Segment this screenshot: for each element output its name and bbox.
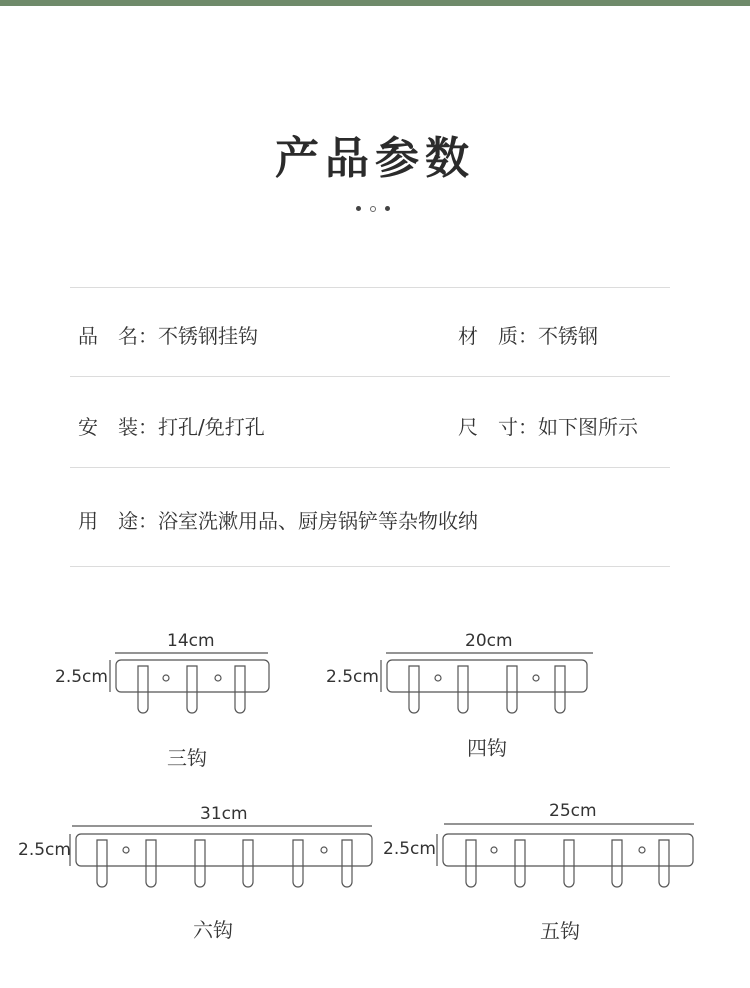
hook bbox=[293, 840, 303, 887]
hook bbox=[564, 840, 574, 887]
hook bbox=[243, 840, 253, 887]
six-hook-height-label: 2.5cm bbox=[18, 840, 71, 860]
screw-hole bbox=[215, 675, 221, 681]
three-hook-width-label: 14cm bbox=[167, 631, 215, 651]
spec-key: 尺 寸： bbox=[458, 415, 538, 439]
spec-key: 安 装： bbox=[78, 415, 158, 439]
rack-plate bbox=[443, 834, 693, 866]
page-title: 产品参数 bbox=[275, 133, 475, 184]
rack-three-hooks-diagram bbox=[110, 653, 269, 713]
five-hook-name: 五钩 bbox=[540, 919, 580, 943]
screw-hole bbox=[435, 675, 441, 681]
screw-hole bbox=[163, 675, 169, 681]
four-hook-width-label: 20cm bbox=[465, 631, 513, 651]
spec-key: 材 质： bbox=[458, 324, 538, 348]
spec-value: 不锈钢挂钩 bbox=[158, 324, 258, 348]
hook bbox=[555, 666, 565, 713]
hook bbox=[612, 840, 622, 887]
rack-plate bbox=[76, 834, 372, 866]
hook bbox=[342, 840, 352, 887]
screw-hole bbox=[321, 847, 327, 853]
six-hook-name: 六钩 bbox=[193, 918, 233, 942]
spec-value: 不锈钢 bbox=[538, 324, 598, 348]
hook bbox=[659, 840, 669, 887]
spec-key: 用 途： bbox=[78, 509, 158, 533]
spec-value: 浴室洗漱用品、厨房锅铲等杂物收纳 bbox=[158, 509, 478, 533]
rack-plate bbox=[116, 660, 269, 692]
hook bbox=[458, 666, 468, 713]
screw-hole bbox=[639, 847, 645, 853]
spec-value: 如下图所示 bbox=[538, 415, 638, 439]
rack-plate bbox=[387, 660, 587, 692]
five-hook-width-label: 25cm bbox=[549, 801, 597, 821]
rack-six-hooks-diagram bbox=[70, 826, 372, 887]
four-hook-height-label: 2.5cm bbox=[326, 667, 379, 687]
three-hook-height-label: 2.5cm bbox=[55, 667, 108, 687]
rack-five-hooks-diagram bbox=[437, 824, 694, 887]
four-hook-name: 四钩 bbox=[467, 736, 507, 760]
rack-four-hooks-diagram bbox=[381, 653, 593, 713]
six-hook-width-label: 31cm bbox=[200, 804, 248, 824]
hook bbox=[138, 666, 148, 713]
hook bbox=[235, 666, 245, 713]
hook bbox=[187, 666, 197, 713]
hook bbox=[146, 840, 156, 887]
hook bbox=[409, 666, 419, 713]
three-hook-name: 三钩 bbox=[167, 746, 207, 770]
five-hook-height-label: 2.5cm bbox=[383, 839, 436, 859]
hook bbox=[195, 840, 205, 887]
screw-hole bbox=[533, 675, 539, 681]
screw-hole bbox=[491, 847, 497, 853]
spec-key: 品 名： bbox=[78, 324, 158, 348]
hook bbox=[515, 840, 525, 887]
spec-value: 打孔/免打孔 bbox=[158, 415, 265, 439]
hook bbox=[507, 666, 517, 713]
hook bbox=[97, 840, 107, 887]
screw-hole bbox=[123, 847, 129, 853]
hook bbox=[466, 840, 476, 887]
